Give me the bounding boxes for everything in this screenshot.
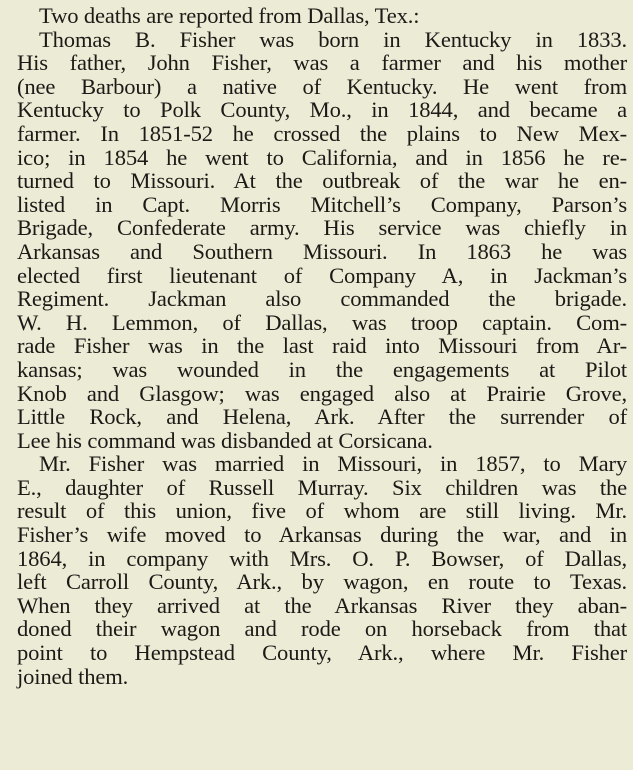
text-line: kansas; was wounded in the engagements at Pilot bbox=[17, 356, 627, 382]
text-line: Knob and Glasgow; was engaged also at Prairie Grove, bbox=[17, 380, 627, 406]
text-line: E., daughter of Russell Murray. Six children was the bbox=[17, 474, 627, 500]
intro-line: Two deaths are reported from Dallas, Tex.: bbox=[39, 3, 420, 28]
text-line: Fisher’s wife moved to Arkansas during the war, and in bbox=[17, 522, 627, 548]
text-line: Brigade, Confederate army. His service was chiefly in bbox=[17, 215, 627, 241]
paragraph-marriage-and-family bbox=[17, 452, 627, 688]
text-line: joined them. bbox=[17, 663, 129, 689]
text-line: Thomas B. Fisher was born in Kentucky in 1833. bbox=[39, 26, 627, 52]
text-line: Arkansas and Southern Missouri. In 1863 he was bbox=[17, 238, 627, 264]
document-page bbox=[17, 4, 627, 688]
text-line: rade Fisher was in the last raid into Missouri from Ar- bbox=[17, 333, 627, 359]
text-line: Regiment. Jackman also commanded the brigade. bbox=[17, 286, 627, 312]
text-line: W. H. Lemmon, of Dallas, was troop captain. Com- bbox=[17, 309, 627, 335]
text-line: ico; in 1854 he went to California, and in 1856 he re- bbox=[17, 144, 627, 170]
text-line: (nee Barbour) a native of Kentucky. He went from bbox=[17, 73, 627, 99]
text-line: listed in Capt. Morris Mitchell’s Company, Parson’s bbox=[17, 191, 627, 217]
text-line: doned their wagon and rode on horseback from that bbox=[17, 616, 627, 642]
text-line: Lee his command was disbanded at Corsicana. bbox=[17, 427, 433, 453]
text-line: left Carroll County, Ark., by wagon, en route to Texas. bbox=[17, 569, 627, 595]
text-line: 1864, in company with Mrs. O. P. Bowser, of Dallas, bbox=[17, 545, 627, 571]
text-line: When they arrived at the Arkansas River they aban- bbox=[17, 592, 627, 618]
text-line: elected first lieutenant of Company A, in Jackman’s bbox=[17, 262, 627, 288]
text-line: Kentucky to Polk County, Mo., in 1844, and became a bbox=[17, 97, 627, 123]
text-line: result of this union, five of whom are still living. Mr. bbox=[17, 498, 627, 524]
text-line: Little Rock, and Helena, Ark. After the surrender of bbox=[17, 404, 627, 430]
paragraph-thomas-fisher-biography bbox=[17, 28, 627, 453]
text-line: farmer. In 1851-52 he crossed the plains to New Mex- bbox=[17, 120, 627, 146]
text-line: Mr. Fisher was married in Missouri, in 1857, to Mary bbox=[39, 451, 627, 477]
text-line: point to Hempstead County, Ark., where Mr. Fisher bbox=[17, 640, 627, 666]
text-line: His father, John Fisher, was a farmer and his mother bbox=[17, 50, 627, 76]
text-line: turned to Missouri. At the outbreak of the war he en- bbox=[17, 168, 627, 194]
